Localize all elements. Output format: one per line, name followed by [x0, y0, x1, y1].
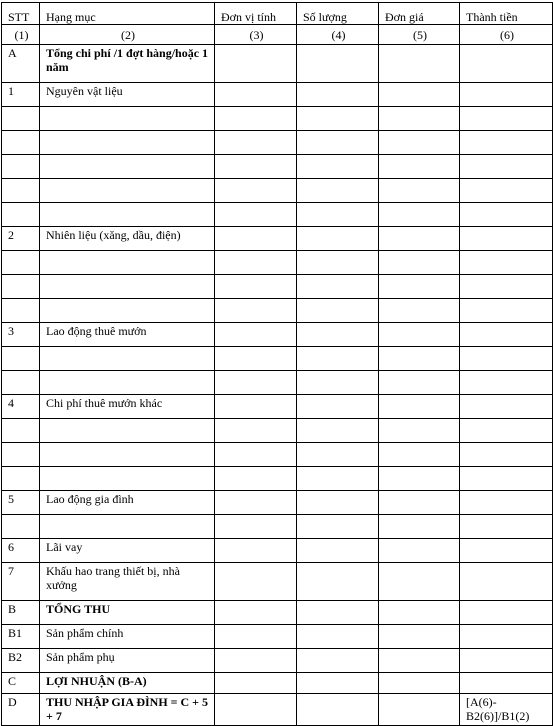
table-row	[2, 673, 553, 694]
row-item	[40, 443, 215, 467]
row-unit	[215, 443, 297, 467]
table-row	[2, 179, 553, 203]
row-unit	[215, 227, 297, 251]
row-quantity	[297, 673, 379, 694]
row-unit	[215, 694, 297, 726]
row-item: LỢI NHUẬN (B-A)	[40, 673, 215, 694]
row-stt: B1	[2, 625, 40, 649]
row-quantity	[297, 491, 379, 515]
row-unit-price	[379, 649, 460, 673]
row-unit	[215, 155, 297, 179]
row-quantity	[297, 179, 379, 203]
header-row	[2, 3, 553, 25]
table-row	[2, 323, 553, 347]
row-total	[460, 563, 553, 601]
row-total	[460, 203, 553, 227]
row-item	[40, 347, 215, 371]
row-unit	[215, 515, 297, 539]
row-item	[40, 155, 215, 179]
row-item: TỔNG THU	[40, 601, 215, 625]
row-unit-price	[379, 515, 460, 539]
table-row	[2, 107, 553, 131]
row-total	[460, 539, 553, 563]
row-unit-price	[379, 131, 460, 155]
row-total: [A(6)-B2(6)]/B1(2)	[460, 694, 553, 726]
row-quantity	[297, 395, 379, 419]
row-stt: D	[2, 694, 40, 726]
row-stt	[2, 371, 40, 395]
row-item	[40, 299, 215, 323]
row-unit	[215, 649, 297, 673]
row-item: Lao động gia đình	[40, 491, 215, 515]
row-unit	[215, 491, 297, 515]
row-unit-price	[379, 275, 460, 299]
row-unit	[215, 395, 297, 419]
column-number-6: (6)	[460, 25, 553, 45]
row-total	[460, 371, 553, 395]
row-unit-price	[379, 563, 460, 601]
row-stt	[2, 515, 40, 539]
row-unit-price	[379, 155, 460, 179]
header-quantity: Số lượng	[297, 3, 379, 25]
row-stt	[2, 179, 40, 203]
row-item: Sản phẩm phụ	[40, 649, 215, 673]
row-unit-price	[379, 83, 460, 107]
row-total	[460, 649, 553, 673]
header-stt: STT	[2, 3, 40, 25]
row-unit	[215, 673, 297, 694]
row-stt	[2, 203, 40, 227]
row-quantity	[297, 299, 379, 323]
column-number-3: (3)	[215, 25, 297, 45]
row-total	[460, 299, 553, 323]
table-row	[2, 467, 553, 491]
row-stt: B	[2, 601, 40, 625]
row-item: Tổng chi phí /1 đợt hàng/hoặc 1 năm	[40, 45, 215, 83]
row-unit-price	[379, 347, 460, 371]
row-total	[460, 515, 553, 539]
row-unit-price	[379, 694, 460, 726]
row-item: Nguyên vật liệu	[40, 83, 215, 107]
row-total	[460, 491, 553, 515]
row-unit	[215, 107, 297, 131]
row-stt: 3	[2, 323, 40, 347]
row-unit-price	[379, 323, 460, 347]
row-unit-price	[379, 203, 460, 227]
table-row	[2, 251, 553, 275]
row-stt	[2, 251, 40, 275]
row-quantity	[297, 443, 379, 467]
row-total	[460, 107, 553, 131]
table-row	[2, 45, 553, 83]
row-stt: B2	[2, 649, 40, 673]
row-quantity	[297, 347, 379, 371]
row-stt	[2, 155, 40, 179]
row-unit	[215, 179, 297, 203]
row-total	[460, 155, 553, 179]
row-stt	[2, 419, 40, 443]
row-unit	[215, 131, 297, 155]
table-row	[2, 347, 553, 371]
row-quantity	[297, 539, 379, 563]
row-item: Khấu hao trang thiết bị, nhà xưởng	[40, 563, 215, 601]
row-quantity	[297, 203, 379, 227]
row-quantity	[297, 131, 379, 155]
table-row	[2, 299, 553, 323]
row-quantity	[297, 515, 379, 539]
table-body	[2, 45, 553, 726]
table-row	[2, 515, 553, 539]
row-total	[460, 443, 553, 467]
row-quantity	[297, 251, 379, 275]
row-total	[460, 419, 553, 443]
row-total	[460, 323, 553, 347]
row-quantity	[297, 155, 379, 179]
row-unit-price	[379, 625, 460, 649]
cost-revenue-table	[1, 2, 553, 726]
table-row	[2, 419, 553, 443]
row-item: Chi phí thuê mướn khác	[40, 395, 215, 419]
row-unit-price	[379, 299, 460, 323]
row-stt: 2	[2, 227, 40, 251]
table-row	[2, 395, 553, 419]
row-total	[460, 179, 553, 203]
header-unit-price: Đơn giá	[379, 3, 460, 25]
row-stt	[2, 299, 40, 323]
row-stt: 7	[2, 563, 40, 601]
row-quantity	[297, 323, 379, 347]
row-unit	[215, 563, 297, 601]
table-row	[2, 371, 553, 395]
row-unit-price	[379, 251, 460, 275]
row-stt	[2, 467, 40, 491]
row-item	[40, 251, 215, 275]
table-row	[2, 443, 553, 467]
row-total	[460, 673, 553, 694]
row-item	[40, 275, 215, 299]
row-quantity	[297, 83, 379, 107]
row-unit-price	[379, 395, 460, 419]
header-item: Hạng mục	[40, 3, 215, 25]
row-stt	[2, 347, 40, 371]
row-unit-price	[379, 107, 460, 131]
row-item	[40, 107, 215, 131]
row-unit-price	[379, 601, 460, 625]
table-row	[2, 131, 553, 155]
table-row	[2, 227, 553, 251]
table-row	[2, 83, 553, 107]
row-item	[40, 203, 215, 227]
column-number-5: (5)	[379, 25, 460, 45]
row-stt: A	[2, 45, 40, 83]
row-stt	[2, 443, 40, 467]
row-item	[40, 419, 215, 443]
row-quantity	[297, 227, 379, 251]
row-unit	[215, 347, 297, 371]
row-unit-price	[379, 179, 460, 203]
row-item	[40, 467, 215, 491]
row-total	[460, 467, 553, 491]
row-item: Sản phẩm chính	[40, 625, 215, 649]
row-total	[460, 347, 553, 371]
row-total	[460, 275, 553, 299]
row-unit-price	[379, 539, 460, 563]
column-number-row	[2, 25, 553, 45]
table-row	[2, 275, 553, 299]
table-row	[2, 563, 553, 601]
table-row	[2, 155, 553, 179]
row-unit	[215, 419, 297, 443]
header-unit: Đơn vị tính	[215, 3, 297, 25]
row-unit	[215, 275, 297, 299]
row-unit	[215, 323, 297, 347]
row-unit-price	[379, 45, 460, 83]
row-unit	[215, 299, 297, 323]
row-unit-price	[379, 491, 460, 515]
row-stt: 5	[2, 491, 40, 515]
table-row	[2, 203, 553, 227]
row-stt	[2, 275, 40, 299]
row-quantity	[297, 371, 379, 395]
row-item	[40, 371, 215, 395]
row-unit	[215, 601, 297, 625]
row-unit-price	[379, 371, 460, 395]
table-row	[2, 601, 553, 625]
row-unit	[215, 467, 297, 491]
row-unit	[215, 625, 297, 649]
column-number-2: (2)	[40, 25, 215, 45]
row-item	[40, 515, 215, 539]
row-item: Nhiên liệu (xăng, dầu, điện)	[40, 227, 215, 251]
row-total	[460, 395, 553, 419]
row-quantity	[297, 563, 379, 601]
row-stt: 1	[2, 83, 40, 107]
row-stt	[2, 131, 40, 155]
row-unit	[215, 45, 297, 83]
row-stt: C	[2, 673, 40, 694]
row-total	[460, 45, 553, 83]
table-row	[2, 491, 553, 515]
row-quantity	[297, 107, 379, 131]
table-row	[2, 649, 553, 673]
row-quantity	[297, 625, 379, 649]
row-unit-price	[379, 227, 460, 251]
row-total	[460, 251, 553, 275]
row-stt: 6	[2, 539, 40, 563]
row-item: Lãi vay	[40, 539, 215, 563]
row-item: THU NHẬP GIA ĐÌNH = C + 5 + 7	[40, 694, 215, 726]
row-total	[460, 83, 553, 107]
row-unit	[215, 371, 297, 395]
row-unit-price	[379, 673, 460, 694]
row-item	[40, 131, 215, 155]
column-number-1: (1)	[2, 25, 40, 45]
row-quantity	[297, 601, 379, 625]
row-stt: 4	[2, 395, 40, 419]
header-total: Thành tiền	[460, 3, 553, 25]
row-unit	[215, 83, 297, 107]
row-unit	[215, 251, 297, 275]
table-row	[2, 539, 553, 563]
row-stt	[2, 107, 40, 131]
row-quantity	[297, 45, 379, 83]
row-item	[40, 179, 215, 203]
table-row	[2, 625, 553, 649]
row-quantity	[297, 467, 379, 491]
row-total	[460, 227, 553, 251]
row-quantity	[297, 649, 379, 673]
row-unit	[215, 539, 297, 563]
row-quantity	[297, 419, 379, 443]
column-number-4: (4)	[297, 25, 379, 45]
row-total	[460, 625, 553, 649]
row-unit-price	[379, 419, 460, 443]
row-unit-price	[379, 443, 460, 467]
row-quantity	[297, 275, 379, 299]
row-quantity	[297, 694, 379, 726]
table-row	[2, 694, 553, 726]
row-unit	[215, 203, 297, 227]
row-item: Lao động thuê mướn	[40, 323, 215, 347]
row-unit-price	[379, 467, 460, 491]
row-total	[460, 131, 553, 155]
row-total	[460, 601, 553, 625]
